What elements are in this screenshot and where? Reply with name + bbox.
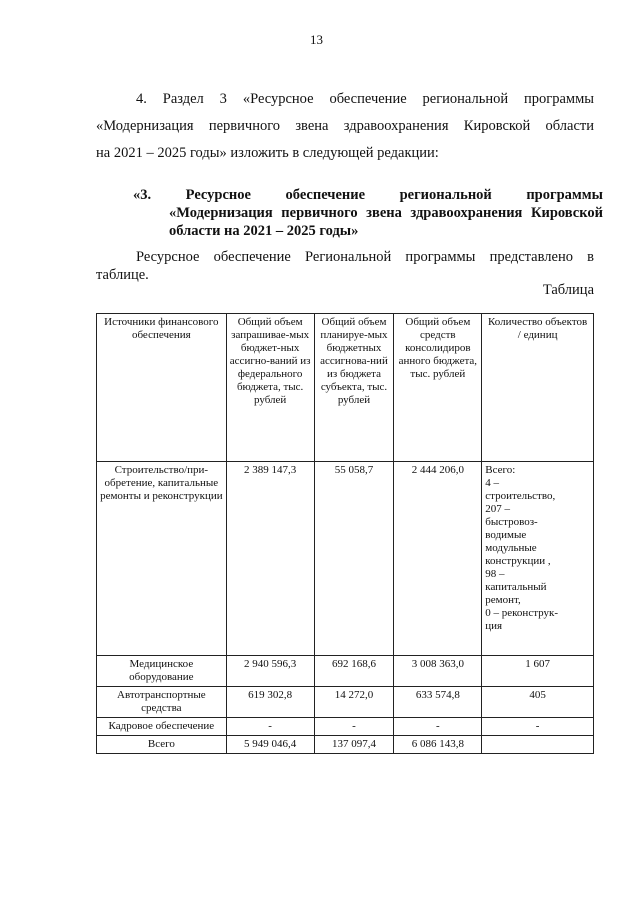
section-heading [133,186,603,240]
cell-count: 1 607 [482,656,594,687]
intro-line-2: таблице. [96,267,149,283]
cell-regional: - [314,718,394,736]
heading-line-2: «Модернизация первичного звена здравоохранения Кировской [169,205,603,221]
count-line: 4 – [485,477,500,489]
table-caption: Таблица [542,282,594,298]
resource-table [96,313,594,754]
table-row [97,718,594,736]
cell-source: Всего [97,736,227,754]
cell-regional: 137 097,4 [314,736,394,754]
heading-word: программы [526,187,603,203]
paragraph-line-3: на 2021 – 2025 годы» изложить в следующей редакции: [96,145,439,161]
cell-consolidated: 6 086 143,8 [394,736,482,754]
cell-federal: 5 949 046,4 [226,736,314,754]
count-line: быстровоз- [485,516,538,528]
heading-word: обеспечение [285,187,366,203]
cell-regional: 55 058,7 [314,462,394,656]
cell-consolidated: 633 574,8 [394,687,482,718]
cell-federal: 2 940 596,3 [226,656,314,687]
count-line: 207 – [485,503,511,515]
heading-number: «3. [133,187,152,203]
cell-source: Строительство/при-обретение, капитальные ремонты и реконструкции [97,462,227,656]
cell-count [482,462,594,656]
cell-consolidated: 2 444 206,0 [394,462,482,656]
cell-source: Кадровое обеспечение [97,718,227,736]
cell-federal: - [226,718,314,736]
intro-line-1: Ресурсное обеспечение Региональной программы представлено в [136,249,594,265]
count-line: 0 – реконструк- [485,607,559,619]
heading-line-3: области на 2021 – 2025 годы» [169,223,359,239]
header-regional: Общий объем планируе-мых бюджетных ассигнова-ний из бюджета субъекта, тыс. рублей [314,314,394,462]
cell-source: Автотранспортные средства [97,687,227,718]
header-consolidated: Общий объем средств консолидиров анного бюджета, тыс. рублей [394,314,482,462]
count-line: Всего: [485,464,516,476]
heading-line-1 [133,186,603,204]
count-line: модульные [485,542,537,554]
count-line: ция [485,620,503,632]
cell-federal: 619 302,8 [226,687,314,718]
paragraph-line-2: «Модернизация первичного звена здравоохранения Кировской области [96,118,594,134]
table-row-total [97,736,594,754]
count-line: капитальный [485,581,547,593]
heading-word: региональной [399,187,492,203]
paragraph-line-1: 4. Раздел 3 «Ресурсное обеспечение региональной программы [136,91,594,107]
intro-text [96,248,594,284]
table-row [97,687,594,718]
page-number: 13 [310,32,323,47]
count-line: водимые [485,529,527,541]
cell-count: - [482,718,594,736]
amendment-paragraph [96,86,594,167]
header-federal: Общий объем запрашивае-мых бюджет-ных ассигно-ваний из федерального бюджета, тыс. рублей [226,314,314,462]
cell-count: 405 [482,687,594,718]
count-line: ремонт, [485,594,521,606]
cell-federal: 2 389 147,3 [226,462,314,656]
count-line: строительство, [485,490,556,502]
cell-regional: 692 168,6 [314,656,394,687]
cell-regional: 14 272,0 [314,687,394,718]
table-row [97,656,594,687]
cell-consolidated: 3 008 363,0 [394,656,482,687]
table-row [97,462,594,656]
cell-count [482,736,594,754]
count-line: конструкции , [485,555,551,567]
header-count: Количество объектов / единиц [482,314,594,462]
cell-source: Медицинское оборудование [97,656,227,687]
heading-word: Ресурсное [185,187,251,203]
count-line: 98 – [485,568,505,580]
header-sources: Источники финансового обеспечения [97,314,227,462]
cell-consolidated: - [394,718,482,736]
